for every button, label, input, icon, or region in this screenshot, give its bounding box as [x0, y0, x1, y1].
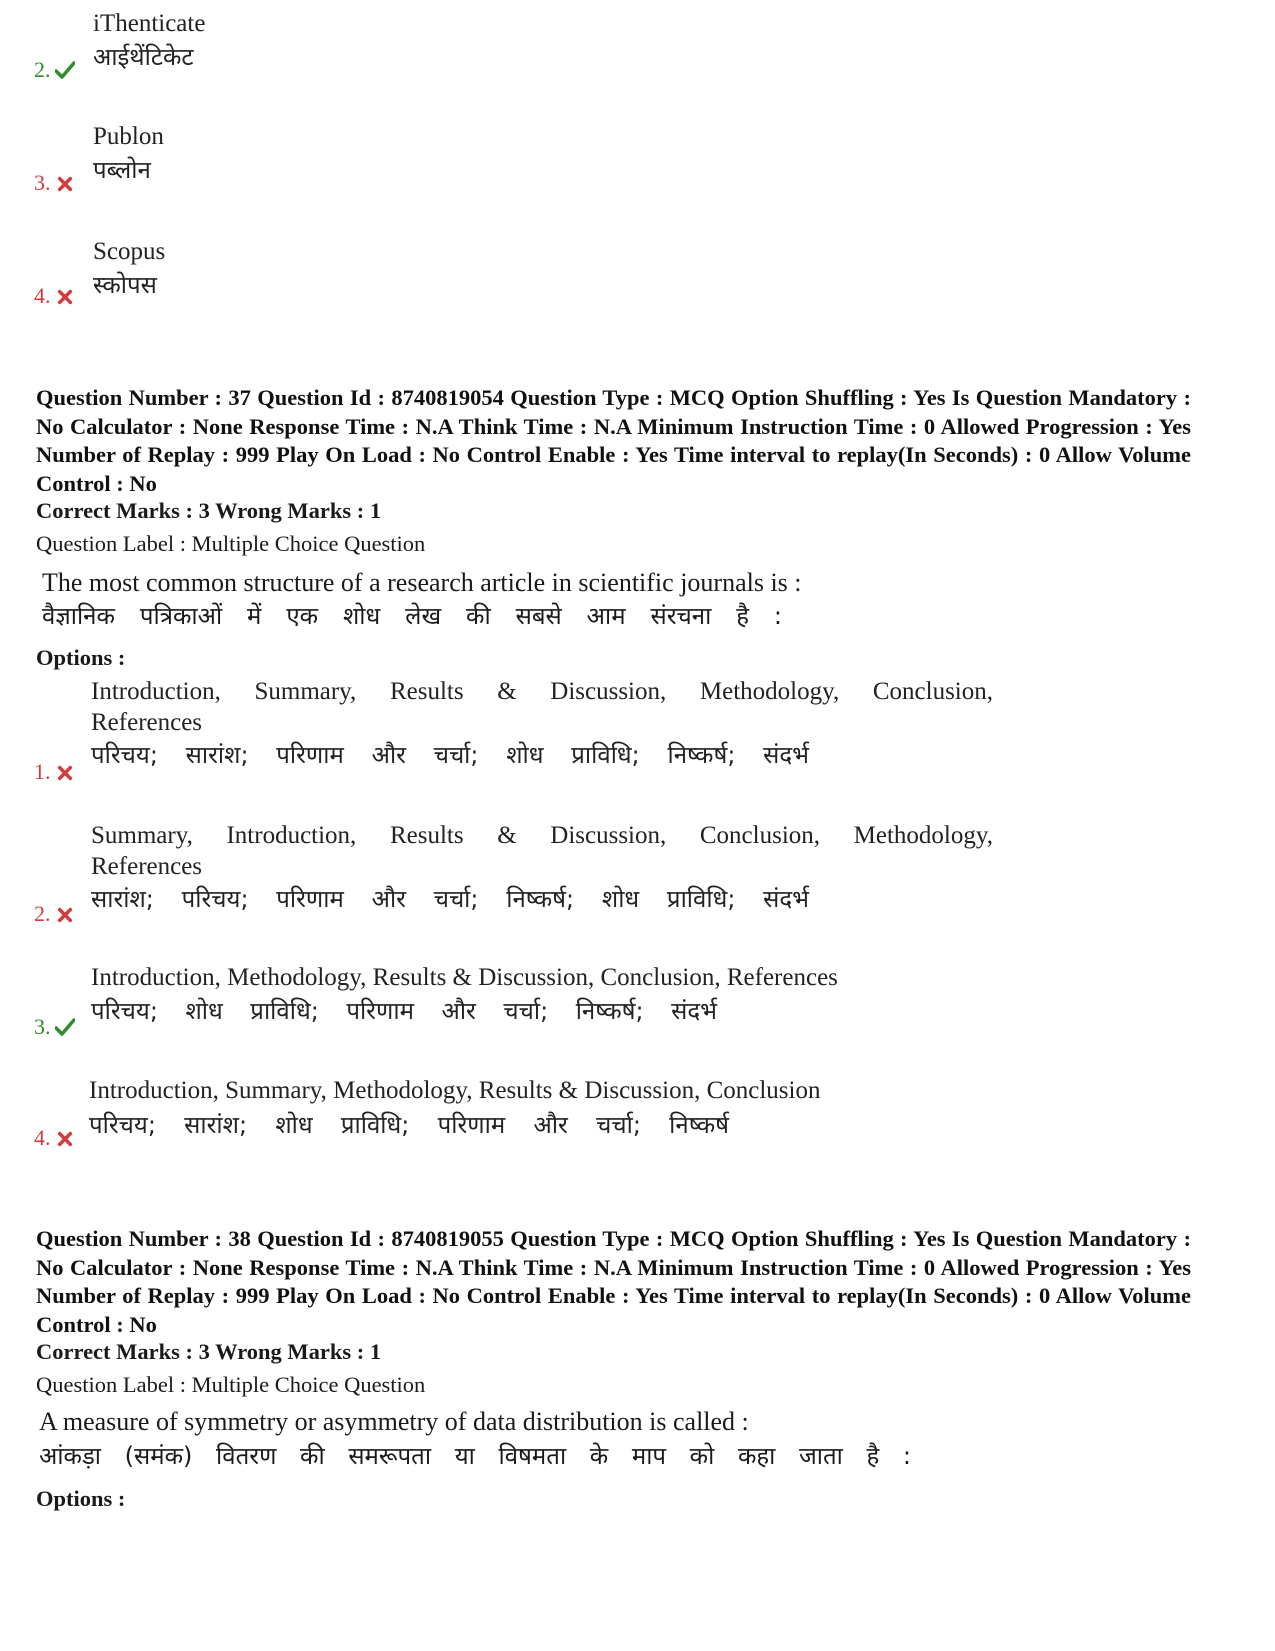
option-number: 4. [34, 284, 75, 308]
option-number: 2. [34, 58, 75, 82]
options-heading: Options : [36, 645, 126, 670]
option-number: 1. [34, 760, 75, 784]
check-icon [55, 1018, 75, 1036]
option-text-en: Publon [93, 123, 164, 150]
question-label: Question Label : Multiple Choice Question [36, 1372, 426, 1397]
option-text-hi: परिचय; सारांश; शोध प्राविधि; परिणाम और चर्चा; निष्कर्ष [89, 1111, 729, 1139]
question-label: Question Label : Multiple Choice Question [36, 531, 426, 556]
option-number: 2. [34, 902, 75, 926]
option-text-hi: परिचय; शोध प्राविधि; परिणाम और चर्चा; निष्कर्ष; संदर्भ [91, 997, 717, 1025]
option-number: 3. [34, 171, 75, 195]
cross-icon [55, 176, 75, 192]
option-text-en: Introduction, Summary, Methodology, Results & Discussion, Conclusion [89, 1077, 821, 1104]
question-marks: Correct Marks : 3 Wrong Marks : 1 [36, 498, 382, 523]
options-heading: Options : [36, 1486, 126, 1511]
option-text-en-cont: References [91, 709, 203, 736]
option-text-en: Summary, Introduction, Results & Discussion, Conclusion, Methodology, [91, 822, 993, 849]
question-marks: Correct Marks : 3 Wrong Marks : 1 [36, 1339, 382, 1364]
question-text-hi: आंकड़ा (समंक) वितरण की समरूपता या विषमता के माप को कहा जाता है : [39, 1442, 911, 1470]
option-text-hi: परिचय; सारांश; परिणाम और चर्चा; शोध प्राविधि; निष्कर्ष; संदर्भ [91, 741, 809, 769]
check-icon [55, 61, 75, 79]
question-text-en: The most common structure of a research article in scientific journals is : [42, 568, 802, 597]
option-text-hi: पब्लोन [93, 156, 151, 184]
cross-icon [55, 289, 75, 305]
question-text-en: A measure of symmetry or asymmetry of data distribution is called : [39, 1407, 749, 1436]
cross-icon [55, 765, 75, 781]
option-number: 4. [34, 1126, 75, 1150]
option-text-hi: स्कोपस [93, 271, 157, 299]
option-text-en: Scopus [93, 238, 166, 265]
option-text-en: Introduction, Summary, Results & Discussion, Methodology, Conclusion, [91, 678, 993, 705]
option-text-en: Introduction, Methodology, Results & Discussion, Conclusion, References [91, 964, 838, 991]
question-meta: Question Number : 37 Question Id : 8740819054 Question Type : MCQ Option Shuffling : Yes Is Question Mandatory : No Calculator : None Response Time : N.A Think Time : N.A Minimum Instruction Time : 0 Allowed Progression : Yes Number of Replay : 999 Play On Load : No Control Enable : Yes Time interval to replay(In Seconds) : 0 Allow Volume Control : No [36, 385, 1191, 496]
option-text-hi: आईथेंटिकेट [93, 43, 194, 71]
option-number: 3. [34, 1015, 75, 1039]
cross-icon [55, 1131, 75, 1147]
option-text-en-cont: References [91, 853, 203, 880]
option-text-en: iThenticate [93, 10, 206, 37]
cross-icon [55, 907, 75, 923]
question-text-hi: वैज्ञानिक पत्रिकाओं में एक शोध लेख की सबसे आम संरचना है : [42, 602, 782, 630]
option-text-hi: सारांश; परिचय; परिणाम और चर्चा; निष्कर्ष; शोध प्राविधि; संदर्भ [91, 885, 809, 913]
question-meta: Question Number : 38 Question Id : 8740819055 Question Type : MCQ Option Shuffling : Yes Is Question Mandatory : No Calculator : None Response Time : N.A Think Time : N.A Minimum Instruction Time : 0 Allowed Progression : Yes Number of Replay : 999 Play On Load : No Control Enable : Yes Time interval to replay(In Seconds) : 0 Allow Volume Control : No [36, 1226, 1191, 1337]
